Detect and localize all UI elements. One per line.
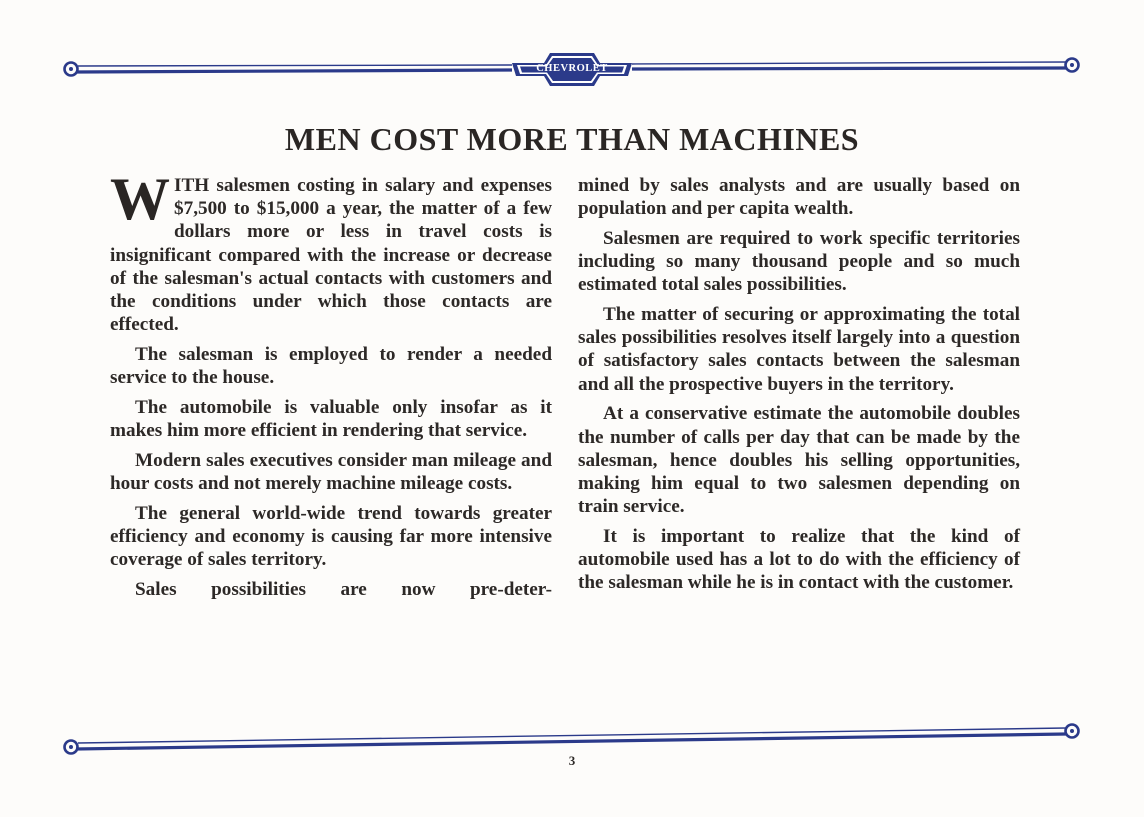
right-column — [578, 174, 1020, 594]
paragraph-6-start: Sales possibilities are now pre-deter- — [135, 578, 552, 600]
paragraph-9: At a conservative estimate the automobile doubles the number of calls per day that can be made by the salesman, hence doubles his selling opportunities, making him equal to two salesmen depending on train service. — [578, 403, 1020, 518]
paragraph-2: The salesman is employed to render a needed service to the house. — [110, 343, 552, 389]
page-title: MEN COST MORE THAN MACHINES — [284, 121, 860, 157]
paragraph-3: The automobile is valuable only insofar as it makes him more efficient in rendering that service. — [110, 396, 552, 442]
bottom-rule — [62, 723, 1082, 753]
paragraph-6-end: mined by sales analysts and are usually based on population and per capita wealth. — [578, 175, 1020, 220]
top-rule-with-emblem — [62, 52, 1082, 82]
emblem-text: CHEVROLET — [536, 63, 608, 74]
paragraph-1 — [110, 166, 552, 336]
left-column — [110, 166, 552, 601]
paragraph-1-text: ITH salesmen costing in salary and expenses $7,500 to $15,000 a year, the matter of a few dollars more or less in travel costs is insignificant compared with the increase or decrease of the salesman's actual contacts with customers and the conditions under which those contacts are effected. — [110, 175, 552, 336]
page-number: 3 — [568, 753, 576, 768]
paragraph-4: Modern sales executives consider man mileage and hour costs and not merely machine mileage costs. — [110, 449, 552, 494]
drop-cap-letter: W — [110, 166, 170, 232]
paragraph-5: The general world-wide trend towards greater efficiency and economy is causing far more intensive coverage of sales territory. — [110, 502, 552, 571]
paragraph-7: Salesmen are required to work specific territories including so many thousand people and so much estimated total sales possibilities. — [578, 227, 1020, 296]
paragraph-8: The matter of securing or approximating the total sales possibilities resolves itself largely into a question of satisfactory sales contacts between the salesman and all the prospective buyers in the territory. — [578, 304, 1020, 395]
paragraph-10: It is important to realize that the kind of automobile used has a lot to do with the efficiency of the salesman while he is in contact with the customer. — [578, 525, 1020, 594]
